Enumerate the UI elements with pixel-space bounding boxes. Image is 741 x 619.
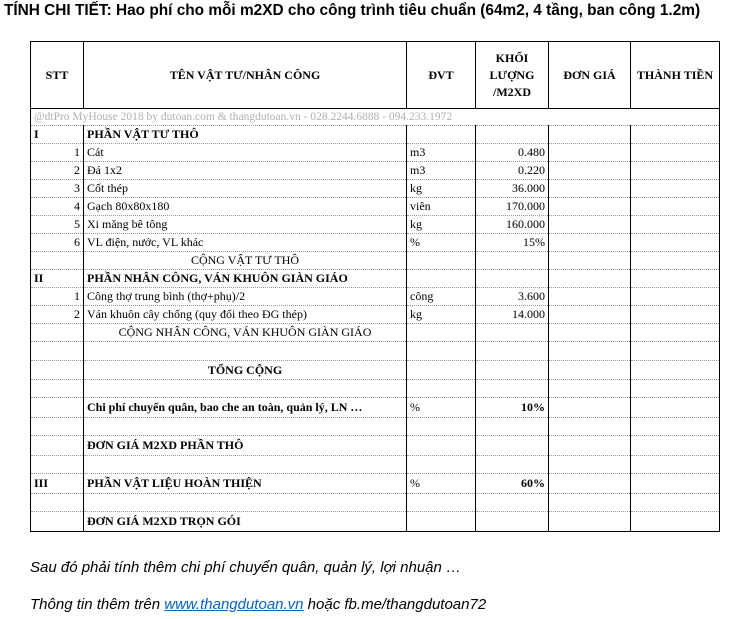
row-number: 3 bbox=[31, 180, 84, 198]
overhead-unit: % bbox=[407, 398, 476, 418]
table-row bbox=[31, 198, 720, 216]
section-number: I bbox=[31, 126, 84, 144]
facebook-text: fb.me/thangdutoan72 bbox=[344, 596, 487, 613]
row-unit: m3 bbox=[407, 144, 476, 162]
subtotal-label: CỘNG NHÂN CÔNG, VÁN KHUÔN GIÀN GIÁO bbox=[84, 324, 407, 342]
subtotal-row bbox=[31, 252, 720, 270]
table-row bbox=[31, 144, 720, 162]
row-unit: kg bbox=[407, 180, 476, 198]
row-name: Cốt thép bbox=[84, 180, 407, 198]
table-row bbox=[31, 180, 720, 198]
footer-note: Sau đó phải tính thêm chi phí chuyển quân, quản lý, lợi nhuận … bbox=[30, 559, 462, 576]
footer-info-middle: hoặc bbox=[303, 596, 345, 613]
row-number: 4 bbox=[31, 198, 84, 216]
section-number: II bbox=[31, 270, 84, 288]
watermark: @dtPro MyHouse 2018 by dutoan.com & thangdutoan.vn - 028.2244.6888 - 094.233.1972 bbox=[31, 109, 720, 126]
row-name: Công thợ trung bình (thợ+phụ)/2 bbox=[84, 288, 407, 306]
table-row bbox=[31, 234, 720, 252]
row-name: Ván khuôn cây chống (quy đổi theo ĐG thép) bbox=[84, 306, 407, 324]
row-number: 2 bbox=[31, 306, 84, 324]
table-row bbox=[31, 306, 720, 324]
footer-info-prefix: Thông tin thêm trên bbox=[30, 596, 165, 613]
full-unit-price-row bbox=[31, 512, 720, 532]
row-number: 1 bbox=[31, 288, 84, 306]
col-unit-header: ĐVT bbox=[407, 42, 476, 109]
section-title: PHẦN NHÂN CÔNG, VÁN KHUÔN GIÀN GIÁO bbox=[84, 270, 407, 288]
section-number: III bbox=[31, 474, 84, 494]
col-total-header: THÀNH TIỀN bbox=[631, 42, 720, 109]
section-title: PHẦN VẬT LIỆU HOÀN THIỆN bbox=[84, 474, 407, 494]
row-qty: 0.480 bbox=[476, 144, 549, 162]
row-unit: kg bbox=[407, 306, 476, 324]
row-unit: kg bbox=[407, 216, 476, 234]
row-name: Cát bbox=[84, 144, 407, 162]
row-unit: viên bbox=[407, 198, 476, 216]
footer-info bbox=[30, 596, 486, 613]
table-header bbox=[31, 42, 720, 109]
row-name: Gạch 80x80x180 bbox=[84, 198, 407, 216]
section-row bbox=[31, 126, 720, 144]
row-unit: % bbox=[407, 474, 476, 494]
table-row bbox=[31, 216, 720, 234]
subtotal-row bbox=[31, 324, 720, 342]
blank-row bbox=[31, 494, 720, 512]
rough-unit-price-row bbox=[31, 436, 720, 456]
row-qty: 36.000 bbox=[476, 180, 549, 198]
col-name-header: TÊN VẬT TƯ/NHÂN CÔNG bbox=[84, 42, 407, 109]
rough-unit-price-label: ĐƠN GIÁ M2XD PHẦN THÔ bbox=[84, 436, 407, 456]
grand-total-row bbox=[31, 361, 720, 380]
blank-row bbox=[31, 456, 720, 474]
row-qty: 0.220 bbox=[476, 162, 549, 180]
watermark-row bbox=[31, 109, 720, 126]
section-row bbox=[31, 474, 720, 494]
row-qty: 3.600 bbox=[476, 288, 549, 306]
col-stt-header: STT bbox=[31, 42, 84, 109]
page-title: TÍNH CHI TIẾT: Hao phí cho mỗi m2XD cho công trình tiêu chuẩn (64m2, 4 tầng, ban công 1.2m) bbox=[4, 2, 701, 19]
row-name: Đá 1x2 bbox=[84, 162, 407, 180]
cost-table bbox=[30, 41, 720, 532]
row-number: 1 bbox=[31, 144, 84, 162]
row-number: 2 bbox=[31, 162, 84, 180]
full-unit-price-label: ĐƠN GIÁ M2XD TRỌN GÓI bbox=[84, 512, 407, 532]
grand-total-label: TỔNG CỘNG bbox=[84, 361, 407, 380]
subtotal-label: CỘNG VẬT TƯ THÔ bbox=[84, 252, 407, 270]
blank-row bbox=[31, 418, 720, 436]
row-qty: 170.000 bbox=[476, 198, 549, 216]
row-number: 6 bbox=[31, 234, 84, 252]
row-name: VL điện, nước, VL khác bbox=[84, 234, 407, 252]
blank-row bbox=[31, 380, 720, 398]
table-row bbox=[31, 288, 720, 306]
row-number: 5 bbox=[31, 216, 84, 234]
section-title: PHẦN VẬT TƯ THÔ bbox=[84, 126, 407, 144]
section-row bbox=[31, 270, 720, 288]
row-qty: 15% bbox=[476, 234, 549, 252]
row-qty: 14.000 bbox=[476, 306, 549, 324]
overhead-row bbox=[31, 398, 720, 418]
col-price-header: ĐƠN GIÁ bbox=[549, 42, 631, 109]
overhead-qty: 10% bbox=[476, 398, 549, 418]
row-qty: 160.000 bbox=[476, 216, 549, 234]
overhead-label: Chi phí chuyển quân, bao che an toàn, quản lý, LN … bbox=[84, 398, 407, 418]
website-link[interactable]: www.thangdutoan.vn bbox=[164, 596, 304, 613]
blank-row bbox=[31, 342, 720, 361]
row-unit: m3 bbox=[407, 162, 476, 180]
col-qty-header: KHỐI LƯỢNG /M2XD bbox=[476, 42, 549, 109]
row-name: Xi măng bê tông bbox=[84, 216, 407, 234]
row-qty: 60% bbox=[476, 474, 549, 494]
table-row bbox=[31, 162, 720, 180]
row-unit: % bbox=[407, 234, 476, 252]
row-unit: công bbox=[407, 288, 476, 306]
